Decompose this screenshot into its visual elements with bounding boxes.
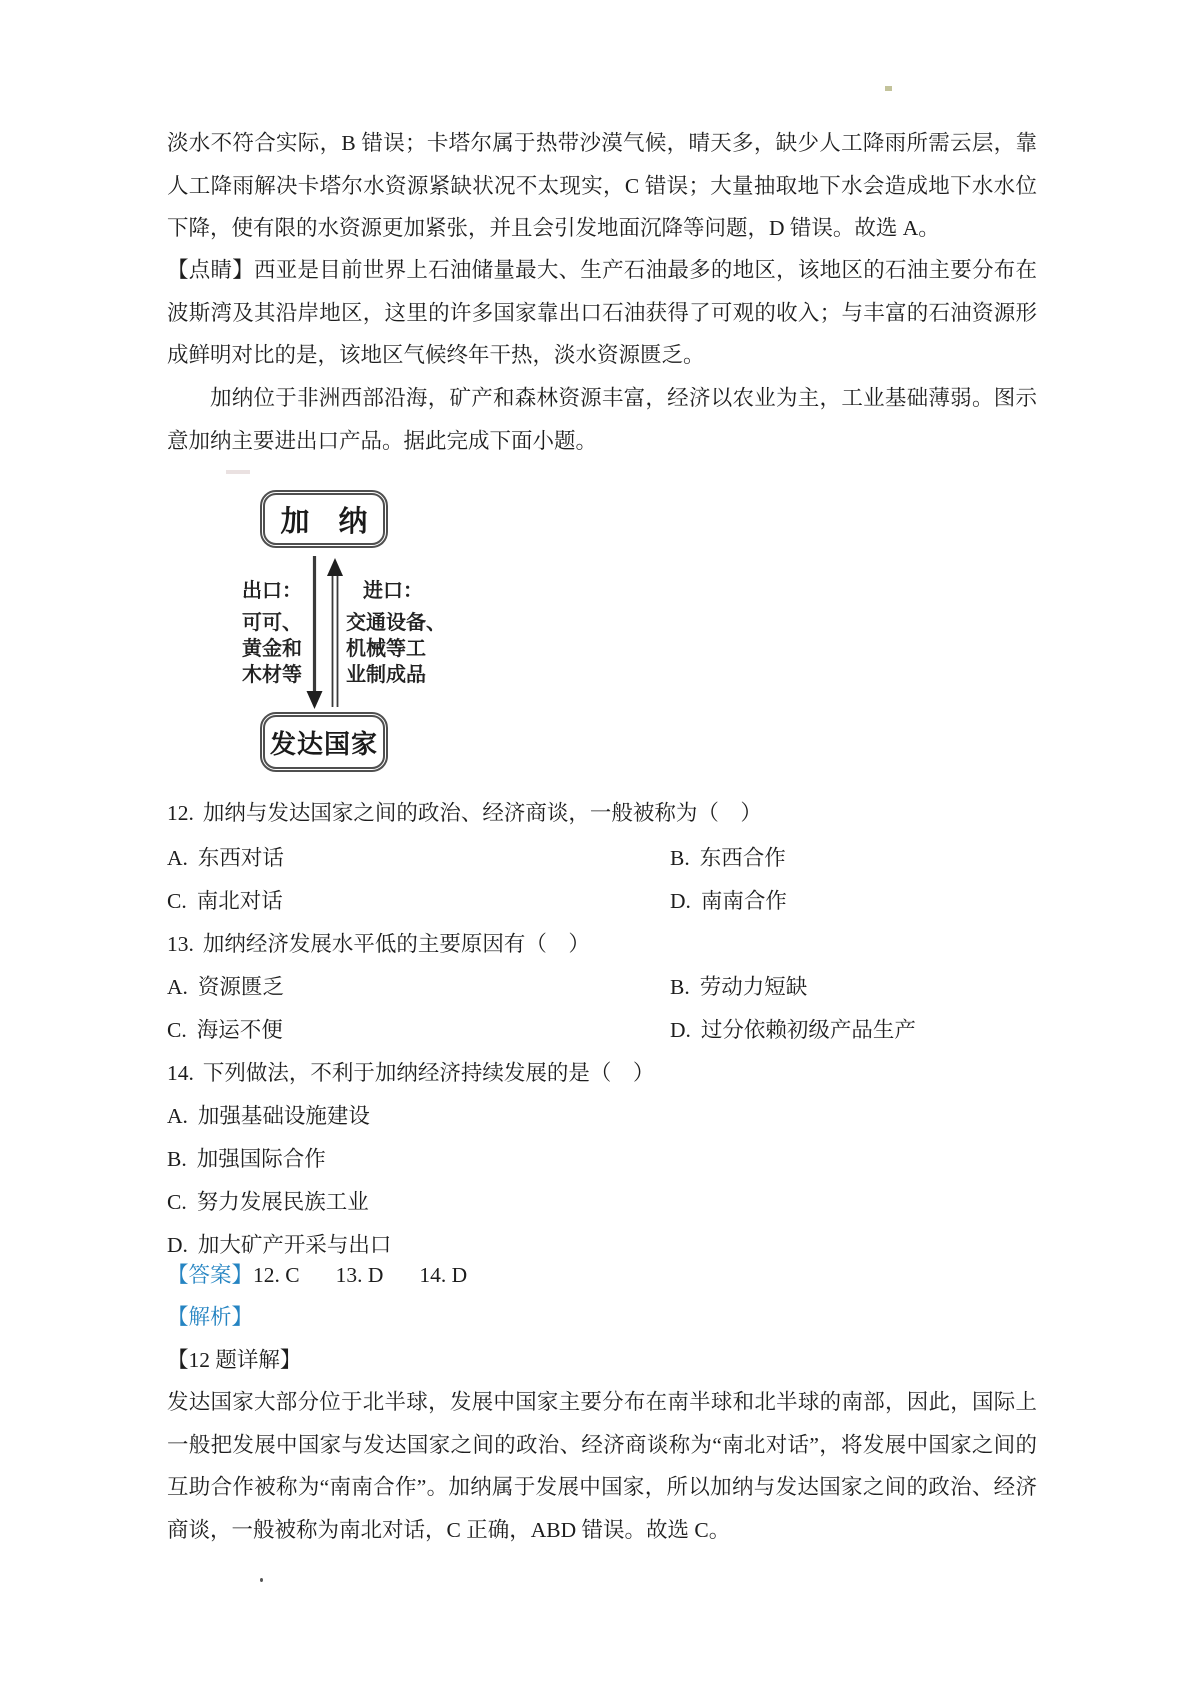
question-13-options [167, 966, 1037, 1052]
detail-explanation-q12: 发达国家大部分位于北半球，发展中国家主要分布在南半球和北半球的南部，因此，国际上一般把发展中国家与发达国家之间的政治、经济商谈称为“南北对话”，将发展中国家之间的互助合作被称为“南南合作”。加纳属于发展中国家，所以加纳与发达国家之间的政治、经济商谈，一般被称为南北对话，C 正确，ABD 错误。故选 C。 [167, 1390, 1037, 1542]
explanation-continuation: 淡水不符合实际，B 错误；卡塔尔属于热带沙漠气候，晴天多，缺少人工降雨所需云层，靠人工降雨解决卡塔尔水资源紧缺状况不太现实，C 错误；大量抽取地下水会造成地下水水位下降，使有限的水资源更加紧张，并且会引发地面沉降等问题，D 错误。故选 A。 [167, 131, 1037, 240]
option-13b: B. 劳动力短缺 [670, 975, 808, 999]
option-12b: B. 东西合作 [670, 846, 786, 870]
dianjing-label: 【点睛】 [167, 258, 255, 282]
option-13d: D. 过分依赖初级产品生产 [670, 1018, 916, 1042]
analysis-tag: 【解析】 [167, 1305, 254, 1329]
import-label: 进口： [363, 580, 423, 602]
option-13a: A. 资源匮乏 [167, 975, 284, 999]
question-12-options [167, 837, 1037, 923]
answer-12: 12. C [253, 1263, 300, 1287]
import-items: 交通设备、 机械等工 业制成品 [346, 612, 446, 686]
option-row [167, 837, 1037, 880]
option-row [167, 966, 1037, 1009]
export-label: 出口： [242, 580, 302, 602]
import-arrow-up-icon [327, 558, 343, 707]
dianjing-paragraph [167, 249, 1037, 377]
option-12d: D. 南南合作 [670, 889, 787, 913]
option-13c: C. 海运不便 [167, 1018, 283, 1042]
dianjing-text: 西亚是目前世界上石油储量最大、生产石油最多的地区，该地区的石油主要分布在波斯湾及其沿岸地区，这里的许多国家靠出口石油获得了可观的收入；与丰富的石油资源形成鲜明对比的是，该地区气候终年干热，淡水资源匮乏。 [167, 258, 1037, 367]
scan-artifact-smudge [226, 470, 250, 474]
diagram-box-ghana: 加 纳 [260, 490, 388, 548]
export-arrow-down-icon [307, 556, 323, 709]
question-12-stem: 12. 加纳与发达国家之间的政治、经济商谈，一般被称为（ ） [167, 801, 762, 825]
option-14c: C. 努力发展民族工业 [167, 1190, 369, 1214]
option-14b: B. 加强国际合作 [167, 1147, 326, 1171]
question-14-options [167, 1095, 1037, 1267]
option-row [167, 1009, 1037, 1052]
export-items: 可可、 黄金和 木材等 [242, 612, 302, 686]
answer-13: 13. D [335, 1263, 384, 1287]
option-14a: A. 加强基础设施建设 [167, 1104, 370, 1128]
stimulus-paragraph: 加纳位于非洲西部沿海，矿产和森林资源丰富，经济以农业为主，工业基础薄弱。图示意加纳主要进出口产品。据此完成下面小题。 [167, 386, 1037, 453]
answer-14: 14. D [419, 1263, 468, 1287]
ghana-trade-diagram [230, 488, 470, 788]
diagram-box-developed-countries: 发达国家 [260, 712, 388, 772]
scan-artifact-dot [260, 1578, 263, 1582]
option-14d: D. 加大矿产开采与出口 [167, 1233, 392, 1257]
answers-line [167, 1254, 1037, 1296]
option-12a: A. 东西对话 [167, 846, 284, 870]
option-row [167, 880, 1037, 923]
question-14-stem: 14. 下列做法，不利于加纳经济持续发展的是（ ） [167, 1061, 655, 1085]
detail-heading-q12: 【12 题详解】 [167, 1348, 302, 1372]
answer-tag: 【答案】 [167, 1263, 254, 1287]
scan-artifact-speck [885, 86, 892, 91]
option-12c: C. 南北对话 [167, 889, 283, 913]
question-13-stem: 13. 加纳经济发展水平低的主要原因有（ ） [167, 932, 590, 956]
